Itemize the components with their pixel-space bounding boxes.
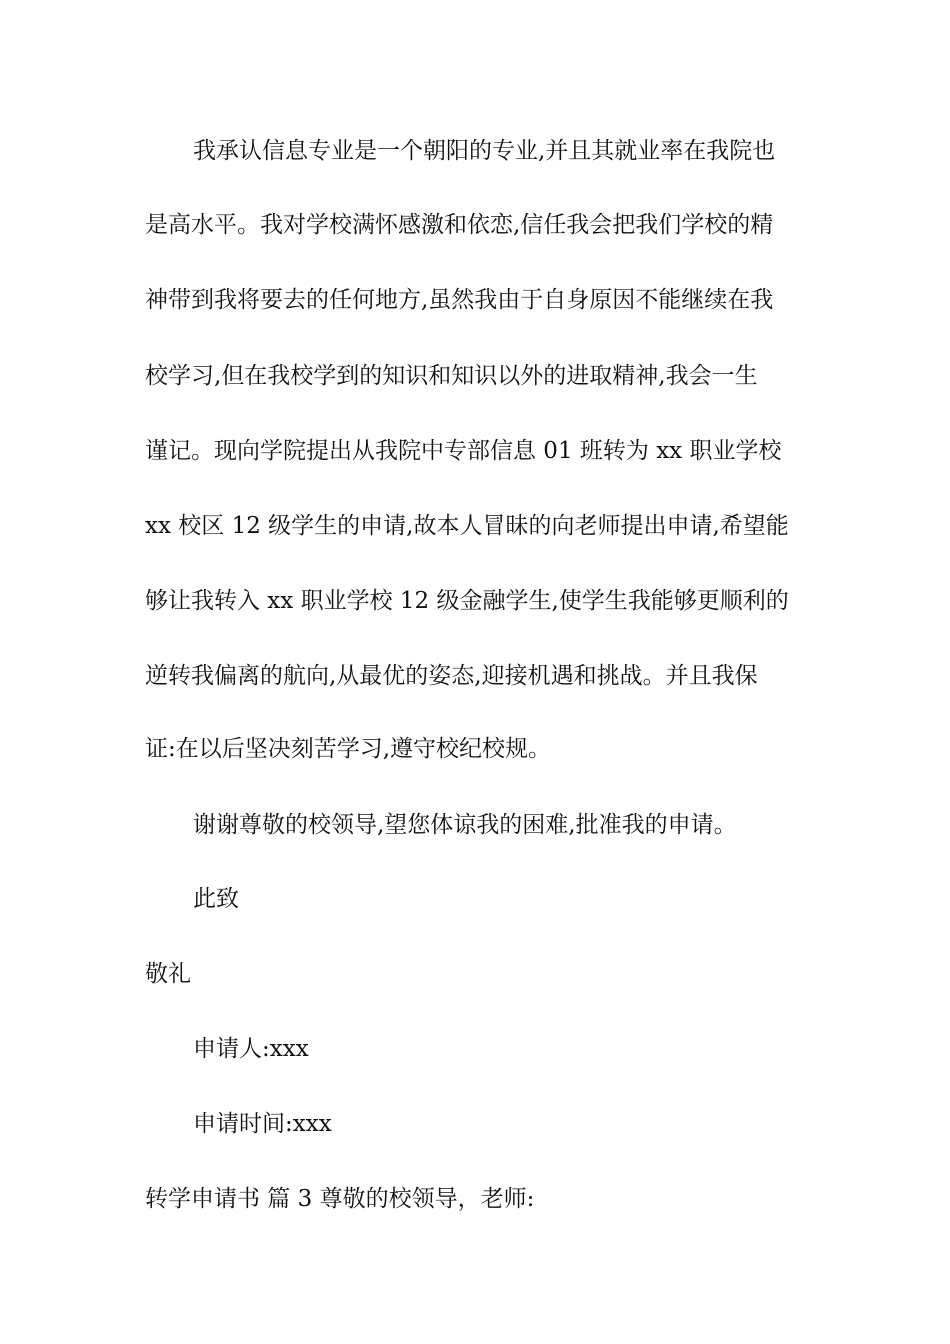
paragraph-line-4: 校学习,但在我校学到的知识和知识以外的进取精神,我会一生: [145, 363, 758, 389]
paragraph-line-3: 神带到我将要去的任何地方,虽然我由于自身原因不能继续在我: [145, 287, 774, 313]
paragraph-line-5: 谨记。现向学院提出从我院中专部信息 01 班转为 xx 职业学校: [145, 438, 782, 464]
date-line: 申请时间:xxx: [193, 1111, 332, 1137]
paragraph-line-1: 我承认信息专业是一个朝阳的专业,并且其就业率在我院也: [193, 138, 776, 164]
closing-salutation: 此致: [193, 886, 239, 912]
section-heading: 转学申请书 篇 3 尊敬的校领导，老师:: [145, 1186, 535, 1212]
paragraph-line-2: 是高水平。我对学校满怀感激和依恋,信任我会把我们学校的精: [145, 212, 774, 238]
closing-respect: 敬礼: [145, 961, 191, 987]
applicant-line: 申请人:xxx: [193, 1036, 309, 1062]
paragraph-line-7: 够让我转入 xx 职业学校 12 级金融学生,使学生我能够更顺利的: [145, 588, 789, 614]
paragraph-line-8: 逆转我偏离的航向,从最优的姿态,迎接机遇和挑战。并且我保: [145, 663, 758, 689]
paragraph-line-6: xx 校区 12 级学生的申请,故本人冒昧的向老师提出申请,希望能: [145, 513, 789, 539]
paragraph-line-9: 证:在以后坚决刻苦学习,遵守校纪校规。: [145, 736, 552, 762]
thanks-line: 谢谢尊敬的校领导,望您体谅我的困难,批准我的申请。: [193, 812, 737, 838]
